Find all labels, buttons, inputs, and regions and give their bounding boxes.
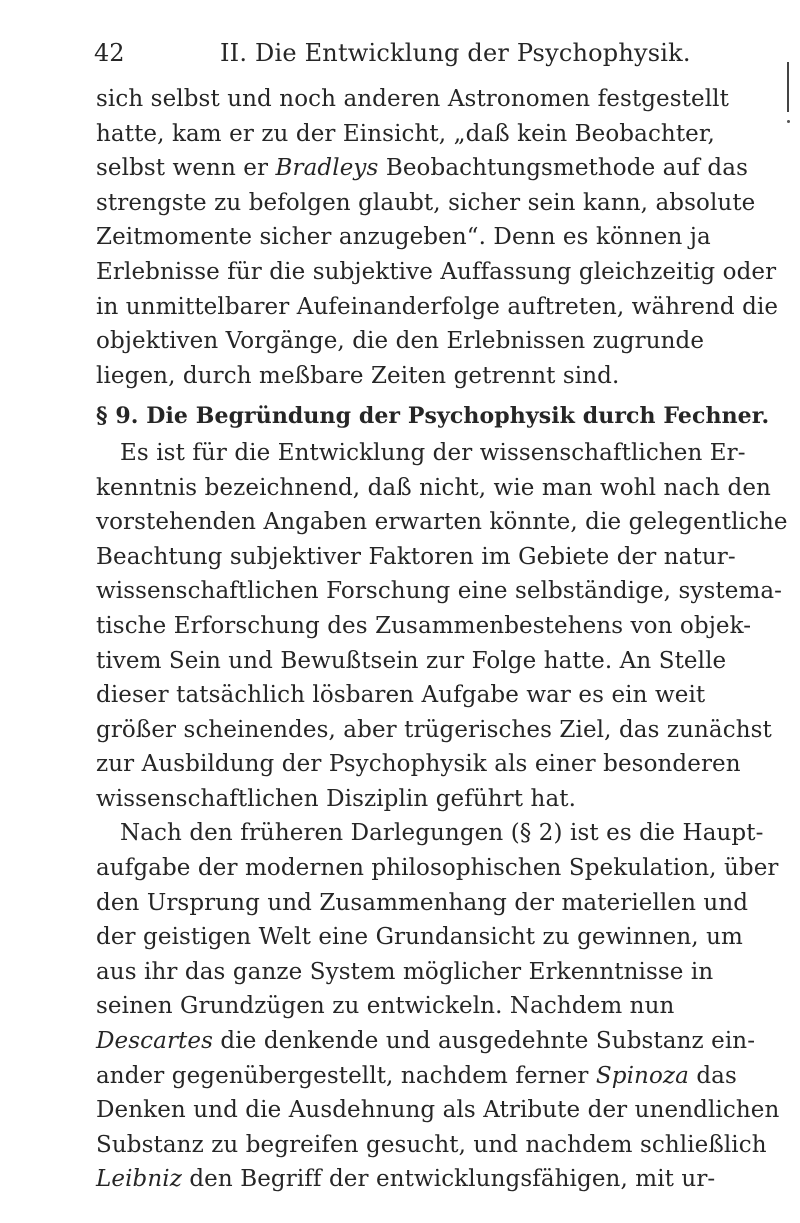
text-line: Substanz zu begreifen gesucht, und nachdem schließlich — [96, 1131, 767, 1158]
body-text — [96, 82, 796, 1197]
text-line: ander gegenübergestellt, nachdem ferner Spinoza das — [96, 1062, 737, 1089]
text-line: seinen Grundzügen zu entwickeln. Nachdem nun — [96, 993, 675, 1020]
running-head — [94, 36, 754, 70]
text-line: Beachtung subjektiver Faktoren im Gebiete der natur- — [96, 543, 736, 570]
text-line: Nach den früheren Darlegungen (§ 2) ist es die Haupt- — [120, 820, 764, 847]
text-line: sich selbst und noch anderen Astronomen festgestellt — [96, 86, 729, 112]
text-line: Zeitmomente sicher anzugeben“. Denn es können ja — [96, 224, 711, 251]
text-line: Denken und die Ausdehnung als Atribute der unendlichen — [96, 1097, 780, 1124]
chapter-title: II. Die Entwicklung der Psychophysik. — [220, 39, 691, 67]
text-line: Es ist für die Entwicklung der wissenschaftlichen Er- — [120, 439, 746, 466]
text-line: in unmittelbarer Aufeinanderfolge auftreten, während die — [96, 293, 779, 320]
text-line: aufgabe der modernen philosophischen Spekulation, über — [96, 855, 779, 882]
text-line: selbst wenn er Bradleys Beobachtungsmethode auf das — [96, 155, 748, 182]
text-line: dieser tatsächlich lösbaren Aufgabe war es ein weit — [96, 682, 706, 709]
text-line: objektiven Vorgänge, die den Erlebnissen zugrunde — [96, 328, 705, 355]
italic-name: Descartes — [96, 1028, 214, 1055]
text-line: wissenschaftlichen Forschung eine selbständige, systema- — [96, 578, 783, 605]
text-line: strengste zu befolgen glaubt, sicher sein kann, absolute — [96, 189, 756, 216]
text-line: liegen, durch meßbare Zeiten getrennt sind. — [96, 362, 620, 389]
text-line: tivem Sein und Bewußtsein zur Folge hatte. An Stelle — [96, 647, 727, 674]
text-line: Erlebnisse für die subjektive Auffassung gleichzeitig oder — [96, 258, 777, 285]
text-line: hatte, kam er zu der Einsicht, „daß kein Beobachter, — [96, 120, 715, 147]
text-line: kenntnis bezeichnend, daß nicht, wie man wohl nach den — [96, 474, 771, 501]
text-line: Descartes die denkende und ausgedehnte Substanz ein- — [96, 1028, 756, 1055]
italic-name: Leibniz — [96, 1166, 182, 1193]
italic-name: Bradleys — [275, 155, 379, 182]
text-line: wissenschaftlichen Disziplin geführt hat. — [96, 785, 577, 812]
text-line: vorstehenden Angaben erwarten könnte, die gelegentliche — [96, 509, 788, 536]
text-line: den Ursprung und Zusammenhang der materiellen und — [96, 889, 749, 916]
text-line: tische Erforschung des Zusammenbestehens von objek- — [96, 612, 752, 639]
text-line: größer scheinendes, aber trügerisches Ziel, das zunächst — [96, 716, 772, 743]
page-number: 42 — [94, 39, 125, 67]
section-heading: § 9. Die Begründung der Psychophysik durch Fechner. — [96, 403, 770, 430]
text-line: der geistigen Welt eine Grundansicht zu gewinnen, um — [96, 924, 743, 951]
text-line: aus ihr das ganze System möglicher Erkenntnisse in — [96, 958, 714, 985]
text-line: zur Ausbildung der Psychophysik als einer besonderen — [96, 751, 741, 778]
italic-name: Spinoza — [595, 1062, 689, 1089]
text-line: Leibniz den Begriff der entwicklungsfähigen, mit ur- — [96, 1166, 716, 1193]
